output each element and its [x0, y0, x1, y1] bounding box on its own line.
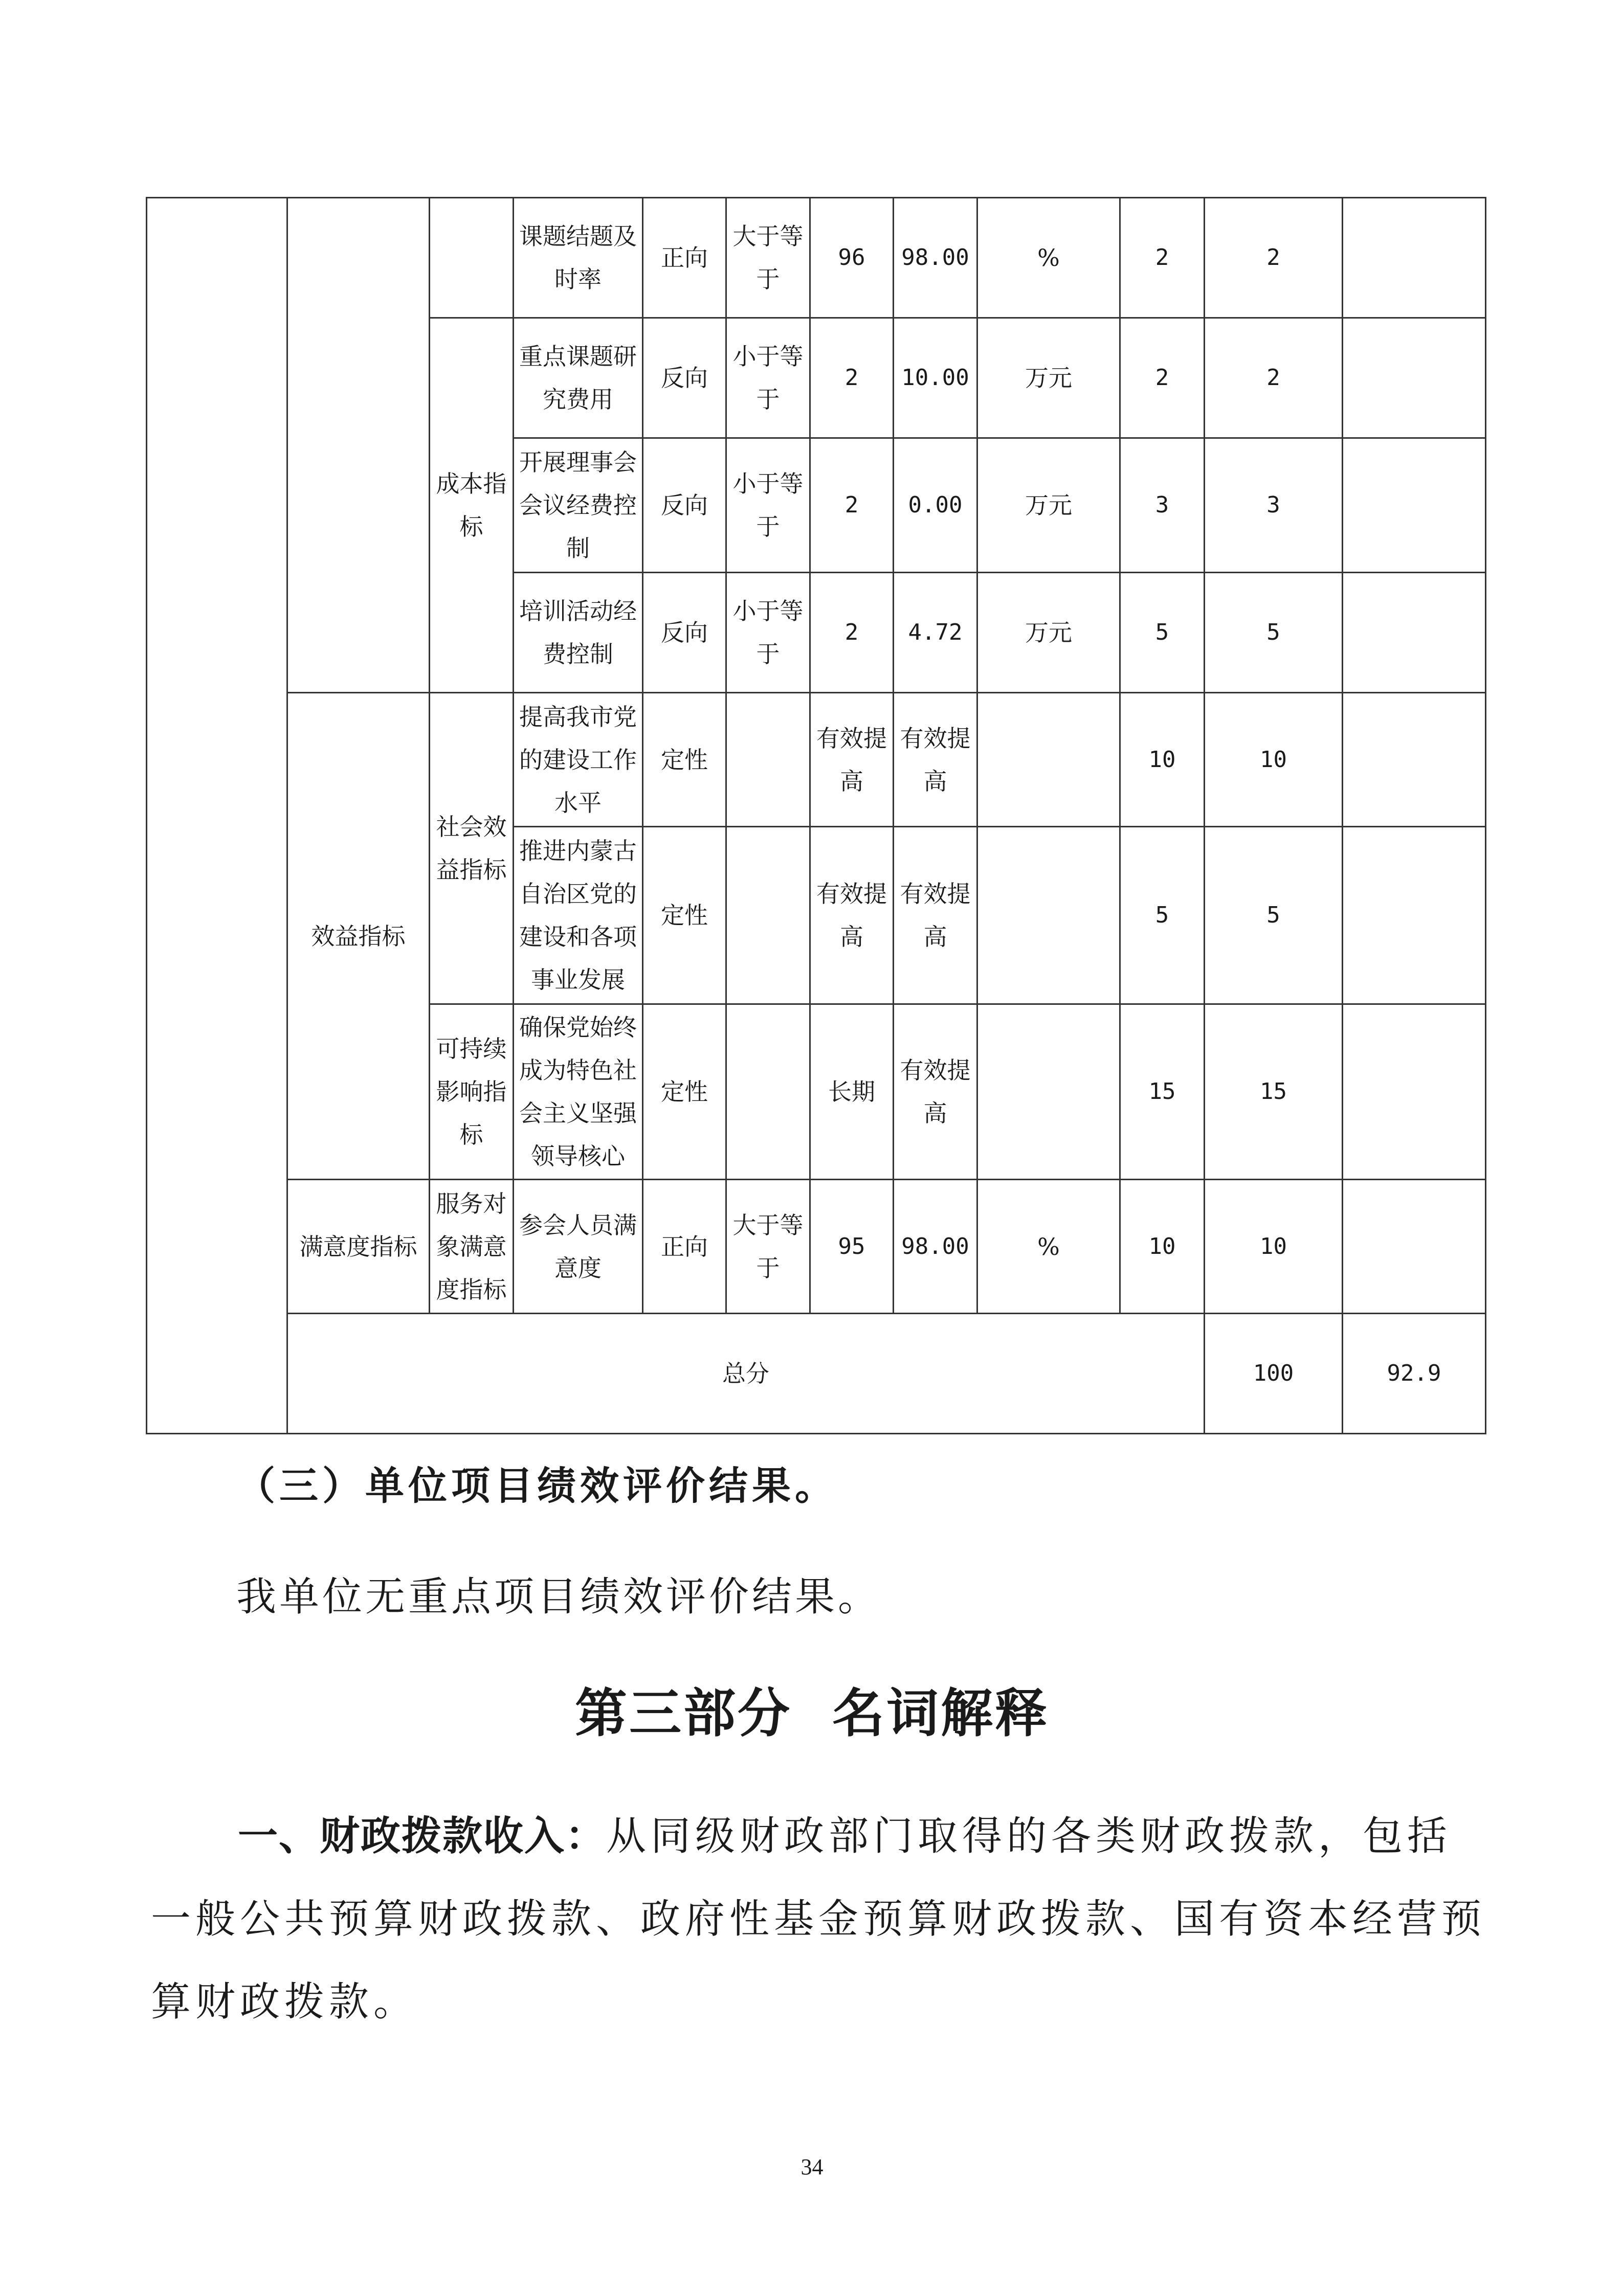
- indicator-name: 重点课题研究费用: [514, 318, 643, 438]
- indicator-direction: 反向: [643, 318, 726, 438]
- level3-cell: 成本指标: [430, 318, 514, 693]
- indicator-actual: 有效提高: [894, 1004, 977, 1180]
- indicator-remark: [1343, 693, 1486, 827]
- indicator-direction: 正向: [643, 1180, 726, 1314]
- indicator-score: 2: [1205, 198, 1343, 318]
- indicator-direction: 定性: [643, 1004, 726, 1180]
- indicator-operator: [726, 1004, 810, 1180]
- indicator-score: 3: [1205, 438, 1343, 573]
- indicator-remark: [1343, 1004, 1486, 1180]
- indicator-target: 2: [810, 318, 894, 438]
- indicator-score: 5: [1205, 827, 1343, 1004]
- level2-cell: 满意度指标: [287, 1180, 430, 1314]
- indicator-actual: 有效提高: [894, 693, 977, 827]
- indicator-direction: 反向: [643, 438, 726, 573]
- indicator-remark: [1343, 198, 1486, 318]
- indicator-operator: 小于等于: [726, 573, 810, 693]
- indicator-weight: 10: [1120, 693, 1205, 827]
- indicator-score: 5: [1205, 573, 1343, 693]
- level2-cell: [287, 198, 430, 693]
- indicator-target: 有效提高: [810, 693, 894, 827]
- indicator-weight: 10: [1120, 1180, 1205, 1314]
- indicator-score: 15: [1205, 1004, 1343, 1180]
- indicator-actual: 0.00: [894, 438, 977, 573]
- indicator-actual: 有效提高: [894, 827, 977, 1004]
- indicator-operator: 大于等于: [726, 1180, 810, 1314]
- indicator-name: 提高我市党的建设工作水平: [514, 693, 643, 827]
- performance-indicator-table: [146, 197, 1486, 1434]
- indicator-unit: [977, 693, 1120, 827]
- indicator-actual: 10.00: [894, 318, 977, 438]
- level3-cell: [430, 198, 514, 318]
- section-heading: （三）单位项目绩效评价结果。: [236, 1463, 838, 1509]
- level1-cell: [147, 198, 287, 1434]
- indicator-score: 10: [1205, 693, 1343, 827]
- definition-paragraph: [151, 1795, 1486, 2043]
- indicator-target: 2: [810, 573, 894, 693]
- indicator-name: 开展理事会会议经费控制: [514, 438, 643, 573]
- indicator-unit: [977, 1004, 1120, 1180]
- total-row: [147, 1314, 1486, 1434]
- indicator-direction: 正向: [643, 198, 726, 318]
- indicator-weight: 2: [1120, 198, 1205, 318]
- indicator-remark: [1343, 827, 1486, 1004]
- indicator-target: 2: [810, 438, 894, 573]
- indicator-unit: 万元: [977, 573, 1120, 693]
- indicator-weight: 5: [1120, 827, 1205, 1004]
- indicator-name: 参会人员满意度: [514, 1180, 643, 1314]
- indicator-unit: %: [977, 198, 1120, 318]
- part-title: 第三部分 名词解释: [574, 1683, 1050, 1744]
- indicator-name: 培训活动经费控制: [514, 573, 643, 693]
- indicator-name: 确保党始终成为特色社会主义坚强领导核心: [514, 1004, 643, 1180]
- indicator-unit: [977, 827, 1120, 1004]
- indicator-direction: 定性: [643, 693, 726, 827]
- indicator-actual: 4.72: [894, 573, 977, 693]
- level2-cell: 效益指标: [287, 693, 430, 1180]
- indicator-operator: 大于等于: [726, 198, 810, 318]
- indicator-operator: 小于等于: [726, 318, 810, 438]
- definition-text: 从同级财政部门取得的各类财政拨款，包括一般公共预算财政拨款、政府性基金预算财政拨款、国有资本经营预算财政拨款。: [151, 1813, 1486, 2025]
- indicator-direction: 定性: [643, 827, 726, 1004]
- indicator-score: 10: [1205, 1180, 1343, 1314]
- indicator-target: 长期: [810, 1004, 894, 1180]
- indicator-remark: [1343, 573, 1486, 693]
- level3-cell: 服务对象满意度指标: [430, 1180, 514, 1314]
- indicator-actual: 98.00: [894, 1180, 977, 1314]
- indicator-target: 95: [810, 1180, 894, 1314]
- indicator-name: 推进内蒙古自治区党的建设和各项事业发展: [514, 827, 643, 1004]
- table-row: [147, 693, 1486, 827]
- definition-term: 一、财政拨款收入：: [238, 1813, 607, 1859]
- page-number: 34: [800, 2154, 824, 2179]
- section-body: 我单位无重点项目绩效评价结果。: [236, 1574, 881, 1620]
- indicator-weight: 15: [1120, 1004, 1205, 1180]
- indicator-remark: [1343, 1180, 1486, 1314]
- table-row: [147, 198, 1486, 318]
- total-score: 92.9: [1343, 1314, 1486, 1434]
- indicator-actual: 98.00: [894, 198, 977, 318]
- total-label: 总分: [287, 1314, 1205, 1434]
- level3-cell: 社会效益指标: [430, 693, 514, 1004]
- indicator-target: 96: [810, 198, 894, 318]
- indicator-operator: [726, 827, 810, 1004]
- indicator-weight: 3: [1120, 438, 1205, 573]
- indicator-name: 课题结题及时率: [514, 198, 643, 318]
- indicator-remark: [1343, 318, 1486, 438]
- indicator-unit: %: [977, 1180, 1120, 1314]
- indicator-unit: 万元: [977, 318, 1120, 438]
- indicator-target: 有效提高: [810, 827, 894, 1004]
- indicator-weight: 2: [1120, 318, 1205, 438]
- indicator-operator: 小于等于: [726, 438, 810, 573]
- indicator-score: 2: [1205, 318, 1343, 438]
- indicator-remark: [1343, 438, 1486, 573]
- indicator-unit: 万元: [977, 438, 1120, 573]
- indicator-direction: 反向: [643, 573, 726, 693]
- indicator-weight: 5: [1120, 573, 1205, 693]
- level3-cell: 可持续影响指标: [430, 1004, 514, 1180]
- total-weight: 100: [1205, 1314, 1343, 1434]
- indicator-operator: [726, 693, 810, 827]
- table-row: [147, 1180, 1486, 1314]
